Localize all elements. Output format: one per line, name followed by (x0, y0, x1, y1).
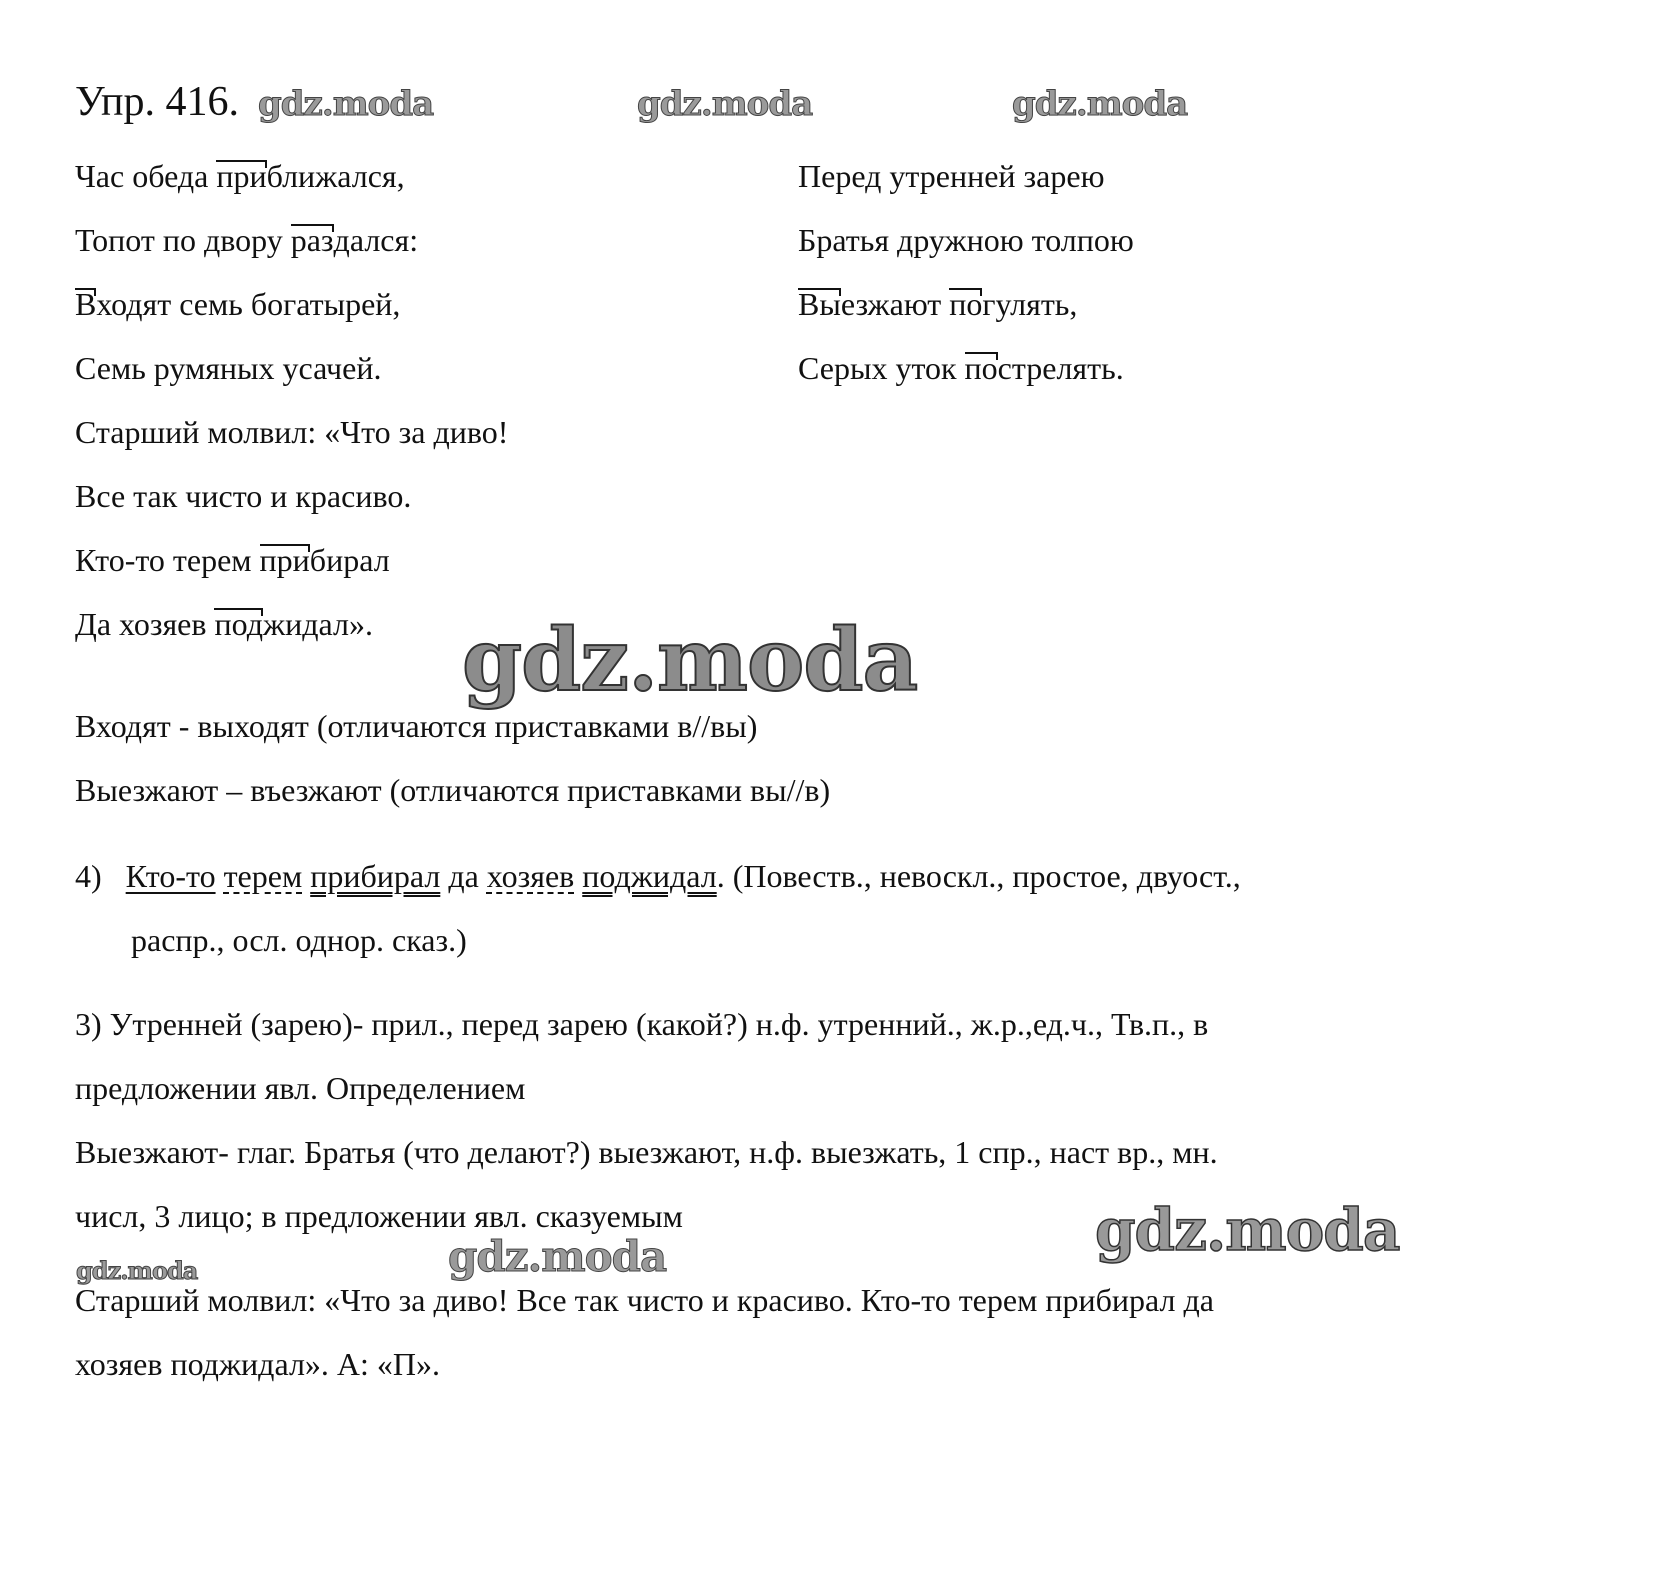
task-number: 4) (75, 858, 102, 894)
watermark-logo: gdz.moda (1012, 84, 1188, 124)
poem-text: Топот по двору (75, 222, 291, 258)
poem-text: Кто-то терем (75, 542, 260, 578)
quote-line: Старший молвил: «Что за диво! Все так чисто и красиво. Кто-то терем прибирал да (75, 1282, 1214, 1318)
poem-line (798, 350, 1124, 387)
task3-line: числ, 3 лицо; в предложении явл. сказуемым (75, 1198, 683, 1234)
poem-text: Час обеда (75, 158, 217, 194)
poem-text: Перед утренней зарею (798, 158, 1105, 194)
poem-text: Семь румяных усачей. (75, 350, 382, 386)
poem-line (75, 158, 405, 195)
word-prefix: В (75, 286, 97, 322)
word-prefix: под (214, 606, 263, 642)
word-prefix: при (216, 158, 267, 194)
watermark-logo: gdz.moda (462, 610, 918, 711)
poem-text: Братья дружною толпою (798, 222, 1134, 258)
poem-line (75, 414, 508, 451)
word-prefix: по (964, 350, 998, 386)
watermark-logo: gdz.moda (76, 1256, 198, 1285)
poem-line (798, 286, 1077, 323)
poem-text: езжают (840, 286, 950, 322)
word-prefix: при (259, 542, 310, 578)
poem-text: бирал (309, 542, 390, 578)
watermark-logo: gdz.moda (637, 84, 813, 124)
poem-text: дался: (333, 222, 419, 258)
poem-text: жидал». (262, 606, 373, 642)
subject-word: Кто-то (125, 858, 216, 894)
poem-text: гулять, (982, 286, 1078, 322)
poem-line (75, 286, 400, 323)
poem-line (798, 222, 1134, 259)
poem-line (75, 542, 390, 579)
word-prefix: по (949, 286, 983, 322)
watermark-logo: gdz.moda (1095, 1196, 1400, 1264)
exercise-title: Упр. 416. (75, 79, 240, 125)
task4-line1 (75, 858, 1241, 895)
poem-text: стрелять. (997, 350, 1124, 386)
task3-line: 3) Утренней (зарею)- прил., перед зарею (какой?) н.ф. утренний., ж.р.,ед.ч., Тв.п., в (75, 1006, 1209, 1042)
task4-line2: распр., осл. однор. сказ.) (131, 922, 467, 958)
task3-line: Выезжают- глаг. Братья (что делают?) выезжают, н.ф. выезжать, 1 спр., наст вр., мн. (75, 1134, 1218, 1170)
poem-text: ходят семь богатырей, (96, 286, 401, 322)
poem-line (75, 350, 381, 387)
quote-line: хозяев поджидал». А: «П». (75, 1346, 441, 1382)
prefix-pair-line: Выезжают – въезжают (отличаются приставками вы//в) (75, 772, 831, 808)
predicate-word: прибирал (310, 858, 441, 894)
poem-line (75, 606, 373, 643)
task3-line: предложении явл. Определением (75, 1070, 526, 1106)
poem-text: Все так чисто и красиво. (75, 478, 412, 514)
watermark-logo: gdz.moda (258, 84, 434, 124)
poem-line (75, 478, 411, 515)
word-prefix: Вы (798, 286, 841, 322)
object-word: хозяев (486, 858, 575, 894)
poem-text: Да хозяев (75, 606, 215, 642)
poem-text: ближался, (266, 158, 405, 194)
poem-text: Старший молвил: «Что за диво! (75, 414, 509, 450)
poem-line (798, 158, 1104, 195)
word-prefix: раз (290, 222, 334, 258)
poem-text: Серых уток (798, 350, 965, 386)
prefix-pair-line: Входят - выходят (отличаются приставками в//вы) (75, 708, 758, 744)
poem-line (75, 222, 418, 259)
predicate-word: поджидал (582, 858, 717, 894)
watermark-logo: gdz.moda (448, 1232, 667, 1281)
conjunction: да (440, 858, 487, 894)
object-word: терем (223, 858, 303, 894)
sentence-analysis: . (Повеств., невоскл., простое, двуост., (716, 858, 1241, 894)
